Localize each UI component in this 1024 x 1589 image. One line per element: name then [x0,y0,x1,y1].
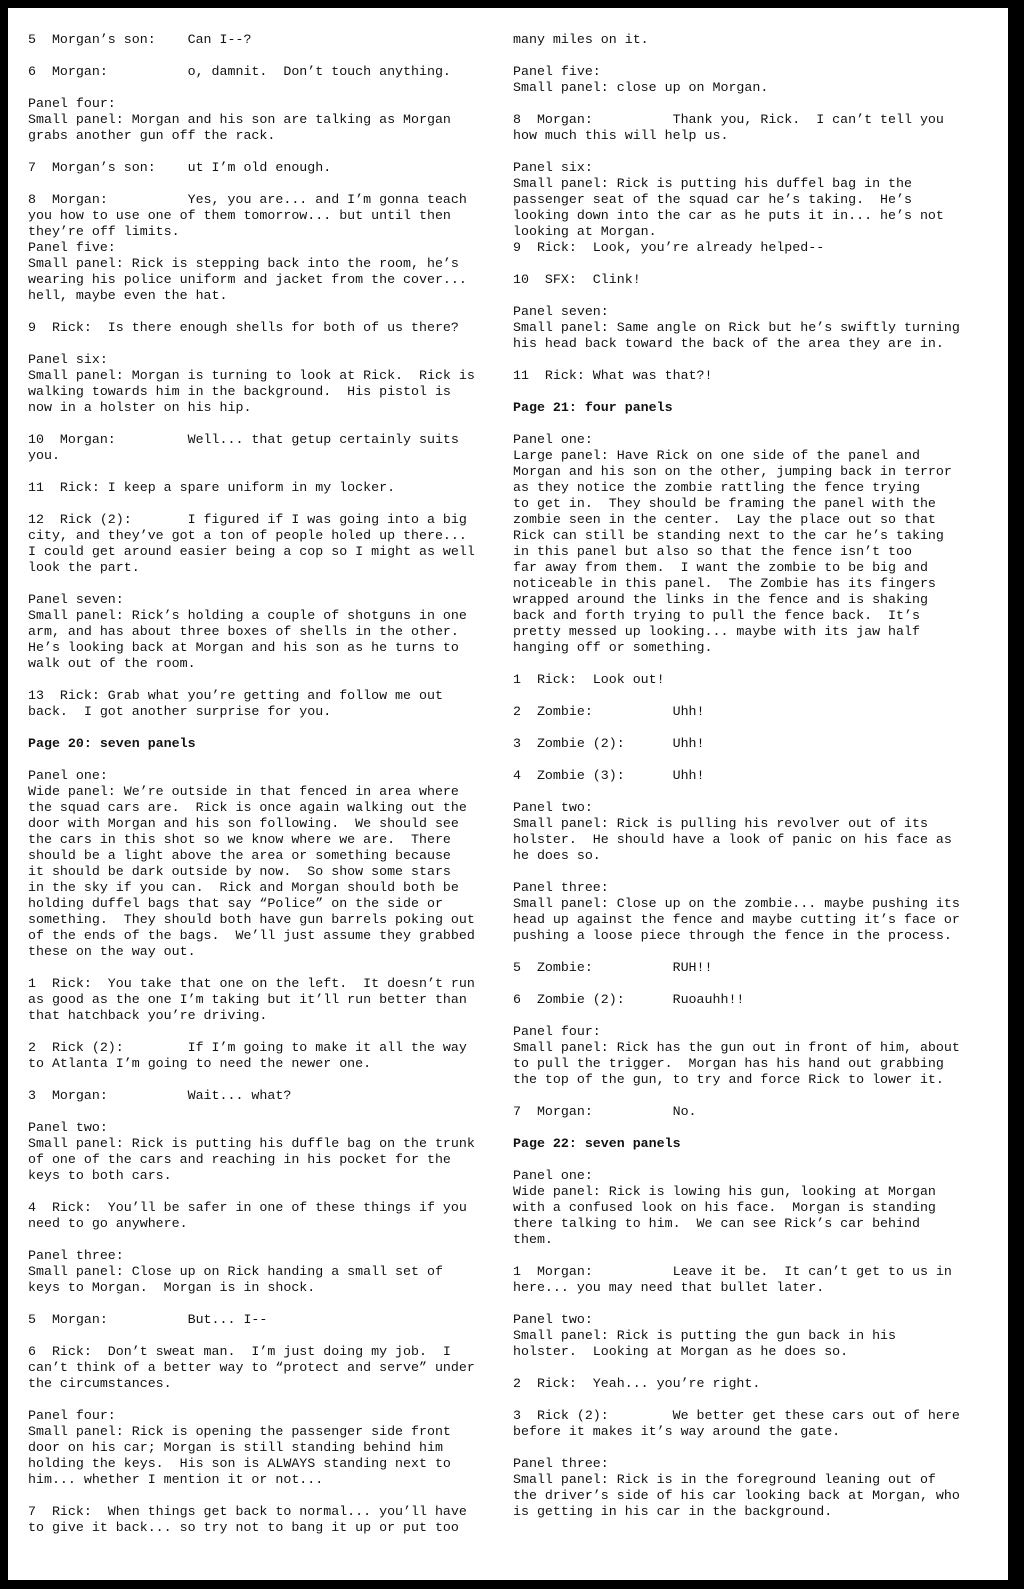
script-line: 5 Zombie: RUH!! [513,960,713,975]
script-line: it should be dark outside by now. So show some stars [28,864,451,879]
script-line: Small panel: Rick’s holding a couple of shotguns in one [28,608,467,623]
script-line: back. I got another surprise for you. [28,704,332,719]
script-line: Wide panel: We’re outside in that fenced in area where [28,784,459,799]
script-line: the top of the gun, to try and force Rick to lower it. [513,1072,944,1087]
script-line: that hatchback you’re driving. [28,1008,268,1023]
script-line: they’re off limits. [28,224,180,239]
script-line: as good as the one I’m taking but it’ll run better than [28,992,467,1007]
script-line: Panel seven: [28,592,124,607]
script-line: Small panel: Close up on Rick handing a small set of [28,1264,443,1279]
blank-line [513,864,983,880]
page-heading: Page 22: seven panels [513,1136,681,1151]
blank-line [513,144,983,160]
blank-line [513,1152,983,1168]
script-line: 1 Rick: Look out! [513,672,665,687]
blank-line [28,48,506,64]
script-line: 1 Morgan: Leave it be. It can’t get to us in [513,1264,952,1279]
script-line: 3 Morgan: Wait... what? [28,1088,292,1103]
blank-line [513,1088,983,1104]
script-line: 2 Rick: Yeah... you’re right. [513,1376,761,1391]
blank-line [513,288,983,304]
script-line: 7 Morgan: No. [513,1104,697,1119]
blank-line [28,960,506,976]
script-line: zombie seen in the center. Lay the place out so that [513,512,936,527]
blank-line [28,672,506,688]
script-line: he does so. [513,848,601,863]
script-line: with a confused look on his face. Morgan is standing [513,1200,936,1215]
script-line: Small panel: Rick is pulling his revolver out of its [513,816,928,831]
script-line: 3 Rick (2): We better get these cars out of here [513,1408,960,1423]
blank-line [28,1072,506,1088]
blank-line [513,1296,983,1312]
blank-line [513,352,983,368]
script-line: holster. He should have a look of panic on his face as [513,832,952,847]
blank-line [513,416,983,432]
blank-line [513,720,983,736]
script-line: city, and they’ve got a ton of people holed up there... [28,528,467,543]
script-line: 5 Morgan’s son: Can I--? [28,32,252,47]
script-line: 11 Rick: I keep a spare uniform in my locker. [28,480,396,495]
script-line: pushing a loose piece through the fence in the process. [513,928,952,943]
blank-line [28,416,506,432]
script-line: 9 Rick: Is there enough shells for both of us there? [28,320,459,335]
script-line: 6 Rick: Don’t sweat man. I’m just doing my job. I [28,1344,451,1359]
script-line: 5 Morgan: But... I-- [28,1312,268,1327]
script-line: 12 Rick (2): I figured if I was going into a big [28,512,467,527]
blank-line [28,496,506,512]
script-line: Small panel: close up on Morgan. [513,80,769,95]
script-line: the cars in this shot so we know where we are. There [28,832,451,847]
script-line: Panel three: [513,1456,609,1471]
script-line: passenger seat of the squad car he’s taking. He’s [513,192,912,207]
blank-line [513,944,983,960]
script-line: 8 Morgan: Yes, you are... and I’m gonna teach [28,192,467,207]
blank-line [28,720,506,736]
right-column [513,32,983,1520]
blank-line [513,1008,983,1024]
script-line: keys to both cars. [28,1168,172,1183]
blank-line [28,1392,506,1408]
script-line: Panel two: [28,1120,108,1135]
script-line: walking towards him in the background. His pistol is [28,384,451,399]
script-line: Panel five: [28,240,116,255]
script-line: how much this will help us. [513,128,729,143]
script-line: there talking to him. We can see Rick’s car behind [513,1216,920,1231]
script-line: I could get around easier being a cop so I might as well [28,544,475,559]
script-line: of the ends of the bags. We’ll just assume they grabbed [28,928,475,943]
script-line: Panel three: [513,880,609,895]
script-line: looking down into the car as he puts it in... he’s not [513,208,944,223]
script-line: you. [28,448,60,463]
script-line: grabs another gun off the rack. [28,128,276,143]
script-line: now in a holster on his hip. [28,400,252,415]
script-line: 7 Morgan’s son: ut I’m old enough. [28,160,332,175]
script-line: Panel one: [513,1168,593,1183]
script-line: Small panel: Rick is opening the passenger side front [28,1424,451,1439]
blank-line [28,336,506,352]
blank-line [28,1024,506,1040]
script-line: 9 Rick: Look, you’re already helped-- [513,240,825,255]
blank-line [28,1104,506,1120]
script-line: the driver’s side of his car looking back at Morgan, who [513,1488,960,1503]
script-line: Panel one: [28,768,108,783]
script-line: 13 Rick: Grab what you’re getting and follow me out [28,688,443,703]
script-line: 4 Zombie (3): Uhh! [513,768,705,783]
script-line: Panel seven: [513,304,609,319]
script-line: in the sky if you can. Rick and Morgan should both be [28,880,459,895]
script-line: Panel six: [28,352,108,367]
script-line: holding the keys. His son is ALWAYS standing next to [28,1456,451,1471]
script-line: Rick can still be standing next to the car he’s taking [513,528,944,543]
blank-line [513,384,983,400]
script-line: Small panel: Same angle on Rick but he’s swiftly turning [513,320,960,335]
blank-line [513,656,983,672]
script-line: Panel four: [28,96,116,111]
script-line: Small panel: Rick is stepping back into the room, he’s [28,256,459,271]
blank-line [28,144,506,160]
script-line: door with Morgan and his son following. We should see [28,816,459,831]
script-line: Small panel: Rick is putting his duffle bag on the trunk [28,1136,475,1151]
blank-line [513,1392,983,1408]
blank-line [28,80,506,96]
script-line: him... whether I mention it or not... [28,1472,324,1487]
script-line: to Atlanta I’m going to need the newer one. [28,1056,372,1071]
script-line: back and forth trying to pull the fence back. It’s [513,608,920,623]
script-line: Wide panel: Rick is lowing his gun, looking at Morgan [513,1184,936,1199]
script-line: to get in. They should be framing the panel with the [513,496,936,511]
script-line: Panel four: [513,1024,601,1039]
blank-line [28,752,506,768]
script-line: something. They should both have gun barrels poking out [28,912,475,927]
script-line: as they notice the zombie rattling the fence trying [513,480,920,495]
script-line: wearing his police uniform and jacket from the cover... [28,272,467,287]
script-line: Small panel: Rick is putting the gun back in his [513,1328,897,1343]
blank-line [28,176,506,192]
script-line: Small panel: Rick has the gun out in front of him, about [513,1040,960,1055]
script-line: wrapped around the links in the fence and is shaking [513,592,928,607]
script-line: 6 Zombie (2): Ruoauhh!! [513,992,745,1007]
blank-line [28,1488,506,1504]
script-line: need to go anywhere. [28,1216,188,1231]
script-line: before it makes it’s way around the gate. [513,1424,841,1439]
script-line: to pull the trigger. Morgan has his hand out grabbing [513,1056,944,1071]
script-line: 7 Rick: When things get back to normal... you’ll have [28,1504,467,1519]
script-line: 6 Morgan: o, damnit. Don’t touch anything. [28,64,451,79]
script-line: should be a light above the area or something because [28,848,451,863]
script-line: looking at Morgan. [513,224,657,239]
script-line: Panel five: [513,64,601,79]
script-line: holster. Looking at Morgan as he does so. [513,1344,849,1359]
script-line: walk out of the room. [28,656,196,671]
script-line: look the part. [28,560,140,575]
script-line: Panel six: [513,160,593,175]
blank-line [513,256,983,272]
script-line: these on the way out. [28,944,196,959]
script-line: them. [513,1232,553,1247]
blank-line [28,576,506,592]
script-line: Panel four: [28,1408,116,1423]
script-line: to give it back... so try not to bang it up or put too [28,1520,459,1535]
script-line: keys to Morgan. Morgan is in shock. [28,1280,316,1295]
script-line: the squad cars are. Rick is once again walking out the [28,800,467,815]
blank-line [513,1120,983,1136]
script-line: Small panel: Morgan and his son are talking as Morgan [28,112,451,127]
script-line: 1 Rick: You take that one on the left. It doesn’t run [28,976,475,991]
script-line: 2 Zombie: Uhh! [513,704,705,719]
blank-line [513,48,983,64]
page-heading: Page 21: four panels [513,400,673,415]
script-line: He’s looking back at Morgan and his son as he turns to [28,640,459,655]
script-line: Panel two: [513,800,593,815]
blank-line [513,96,983,112]
script-line: head up against the fence and maybe cutting it’s face or [513,912,960,927]
script-page [8,8,1008,1580]
script-line: pretty messed up looking... maybe with its jaw half [513,624,920,639]
blank-line [513,1360,983,1376]
script-line: Small panel: Rick is in the foreground leaning out of [513,1472,936,1487]
blank-line [513,784,983,800]
script-line: hell, maybe even the hat. [28,288,228,303]
script-line: Small panel: Rick is putting his duffel bag in the [513,176,912,191]
left-column [28,32,506,1536]
script-line: in this panel but also so that the fence isn’t too [513,544,912,559]
script-line: 8 Morgan: Thank you, Rick. I can’t tell you [513,112,944,127]
blank-line [28,1296,506,1312]
script-line: is getting in his car in the background. [513,1504,833,1519]
script-line: Panel three: [28,1248,124,1263]
blank-line [513,976,983,992]
blank-line [513,688,983,704]
script-line: 4 Rick: You’ll be safer in one of these things if you [28,1200,467,1215]
blank-line [28,464,506,480]
blank-line [513,752,983,768]
script-line: 2 Rick (2): If I’m going to make it all the way [28,1040,467,1055]
blank-line [28,1232,506,1248]
script-line: Small panel: Morgan is turning to look at Rick. Rick is [28,368,475,383]
script-line: Panel two: [513,1312,593,1327]
script-line: his head back toward the back of the area they are in. [513,336,944,351]
script-line: noticeable in this panel. The Zombie has its fingers [513,576,936,591]
blank-line [28,304,506,320]
script-line: far away from them. I want the zombie to be big and [513,560,928,575]
script-line: arm, and has about three boxes of shells in the other. [28,624,459,639]
script-line: 11 Rick: What was that?! [513,368,713,383]
script-line: hanging off or something. [513,640,713,655]
page-heading: Page 20: seven panels [28,736,196,751]
script-line: 10 SFX: Clink! [513,272,641,287]
script-line: many miles on it. [513,32,649,47]
script-line: of one of the cars and reaching in his pocket for the [28,1152,451,1167]
script-line: the circumstances. [28,1376,172,1391]
script-line: here... you may need that bullet later. [513,1280,825,1295]
blank-line [513,1248,983,1264]
script-line: Large panel: Have Rick on one side of the panel and [513,448,920,463]
blank-line [28,1184,506,1200]
script-line: 3 Zombie (2): Uhh! [513,736,705,751]
script-line: you how to use one of them tomorrow... but until then [28,208,451,223]
script-line: 10 Morgan: Well... that getup certainly suits [28,432,459,447]
script-line: Panel one: [513,432,593,447]
script-line: can’t think of a better way to “protect and serve” under [28,1360,475,1375]
script-line: door on his car; Morgan is still standing behind him [28,1440,443,1455]
script-line: Morgan and his son on the other, jumping back in terror [513,464,952,479]
blank-line [28,1328,506,1344]
script-line: holding duffel bags that say “Police” on the side or [28,896,443,911]
blank-line [513,1440,983,1456]
script-line: Small panel: Close up on the zombie... maybe pushing its [513,896,960,911]
